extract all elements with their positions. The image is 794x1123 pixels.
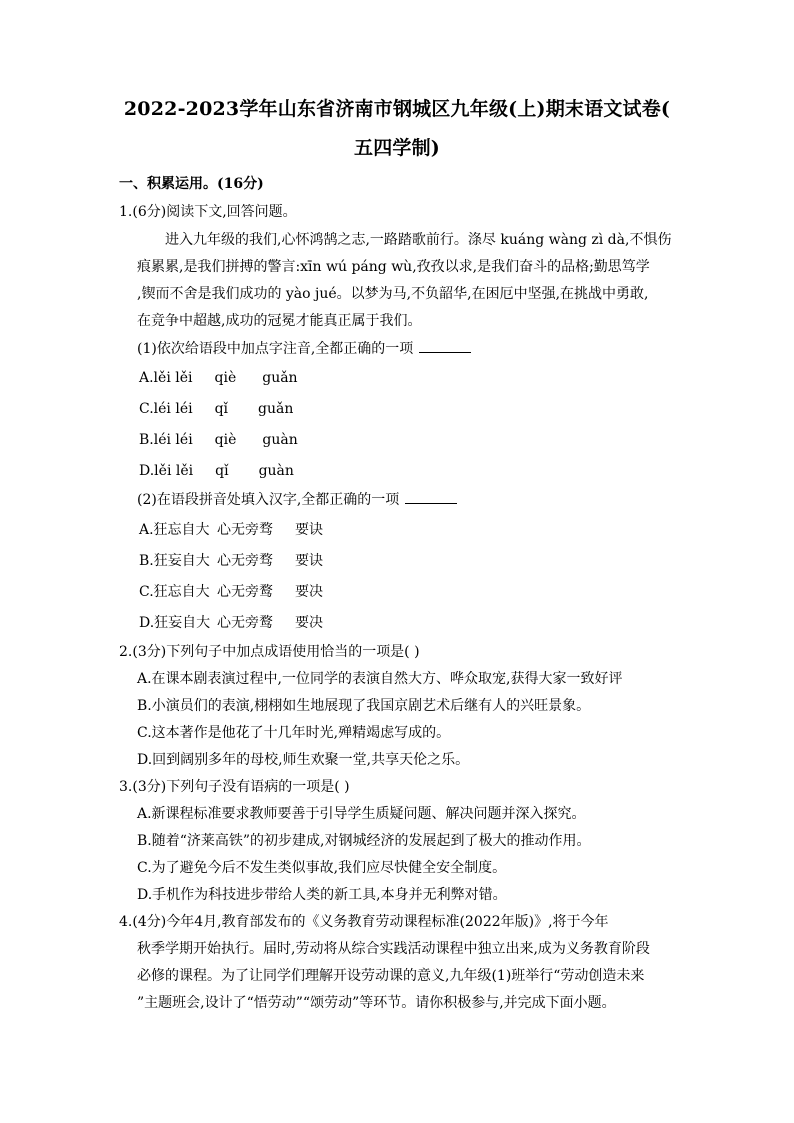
q1-sub1-option-b: B.léi léi qiè guàn (139, 432, 298, 448)
q1-sub1-text: (1)依次给语段中加点字注音,全都正确的一项 (137, 341, 414, 357)
question-4-line: 秋季学期开始执行。届时,劳动将从综合实践活动课程中独立出来,成为义务教育阶段 (137, 941, 650, 957)
q1-passage-line: 进入九年级的我们,心怀鸿鹄之志,一路踏歌前行。涤尽 kuáng wàng zì dà,不惧伤 (165, 232, 672, 248)
q1-sub2-text: (2)在语段拼音处填入汉字,全都正确的一项 (137, 492, 400, 508)
q1-sub2-option-a: A.狂忘自大 心无旁骛 要诀 (139, 522, 323, 538)
q2-option-b: B.小演员们的表演,栩栩如生地展现了我国京剧艺术后继有人的兴旺景象。 (137, 698, 591, 714)
q1-passage-line: ,锲而不舍是我们成功的 yào jué。以梦为马,不负韶华,在困厄中坚强,在挑战中勇敢, (137, 286, 649, 302)
question-4-line: 4.(4分)今年4月,教育部发布的《义务教育劳动课程标准(2022年版)》,将于今年 (119, 914, 609, 930)
q1-passage-line: 在竞争中超越,成功的冠冕才能真正属于我们。 (137, 313, 422, 329)
q3-option-b: B.随着“济莱高铁”的初步建成,对钢城经济的发展起到了极大的推动作用。 (137, 833, 591, 849)
answer-blank (405, 502, 457, 504)
q2-option-a: A.在课本剧表演过程中,一位同学的表演自然大方、哗众取宠,获得大家一致好评 (137, 671, 623, 687)
q1-sub2-stem (137, 491, 457, 509)
exam-title-line1: 2022-2023学年山东省济南市钢城区九年级(上)期末语文试卷( (123, 98, 671, 120)
question-4-line: ”主题班会,设计了“悟劳动”“颂劳动”等环节。请你积极参与,并完成下面小题。 (137, 995, 616, 1011)
q1-sub1-stem (137, 340, 471, 358)
question-4-line: 必修的课程。为了让同学们理解开设劳动课的意义,九年级(1)班举行“劳动创造未来 (137, 968, 645, 984)
q1-sub1-option-a: A.lěi lěi qiè guǎn (139, 370, 298, 386)
answer-blank (419, 351, 471, 353)
q1-sub2-option-d: D.狂妄自大 心无旁鹜 要决 (139, 615, 323, 631)
q3-option-a: A.新课程标准要求教师要善于引导学生质疑问题、解决问题并深入探究。 (137, 806, 586, 822)
q1-sub2-option-b: B.狂妄自大 心无旁骛 要诀 (139, 553, 323, 569)
question-3-stem: 3.(3分)下列句子没有语病的一项是( ) (119, 779, 350, 795)
exam-title-line2: 五四学制) (354, 137, 440, 159)
section-heading: 一、积累运用。(16分) (119, 176, 264, 192)
question-1-stem: 1.(6分)阅读下文,回答问题。 (119, 204, 297, 220)
q1-passage-line: 痕累累,是我们拼搏的警言:xīn wú páng wù,孜孜以求,是我们奋斗的品格;勤思笃学 (137, 259, 650, 275)
q1-sub1-option-d: D.lěi lěi qǐ guàn (139, 463, 294, 479)
q3-option-d: D.手机作为科技进步带给人类的新工具,本身并无利弊对错。 (137, 887, 507, 903)
q1-sub1-option-c: C.léi léi qǐ guǎn (139, 401, 294, 417)
q1-sub2-option-c: C.狂忘自大 心无旁鹜 要决 (139, 584, 323, 600)
q2-option-c: C.这本著作是他花了十几年时光,殚精竭虑写成的。 (137, 725, 451, 741)
q2-option-d: D.回到阔别多年的母校,师生欢聚一堂,共享天伦之乐。 (137, 752, 470, 768)
q3-option-c: C.为了避免今后不发生类似事故,我们应尽快健全安全制度。 (137, 860, 507, 876)
question-2-stem: 2.(3分)下列句子中加点成语使用恰当的一项是( ) (119, 644, 420, 660)
